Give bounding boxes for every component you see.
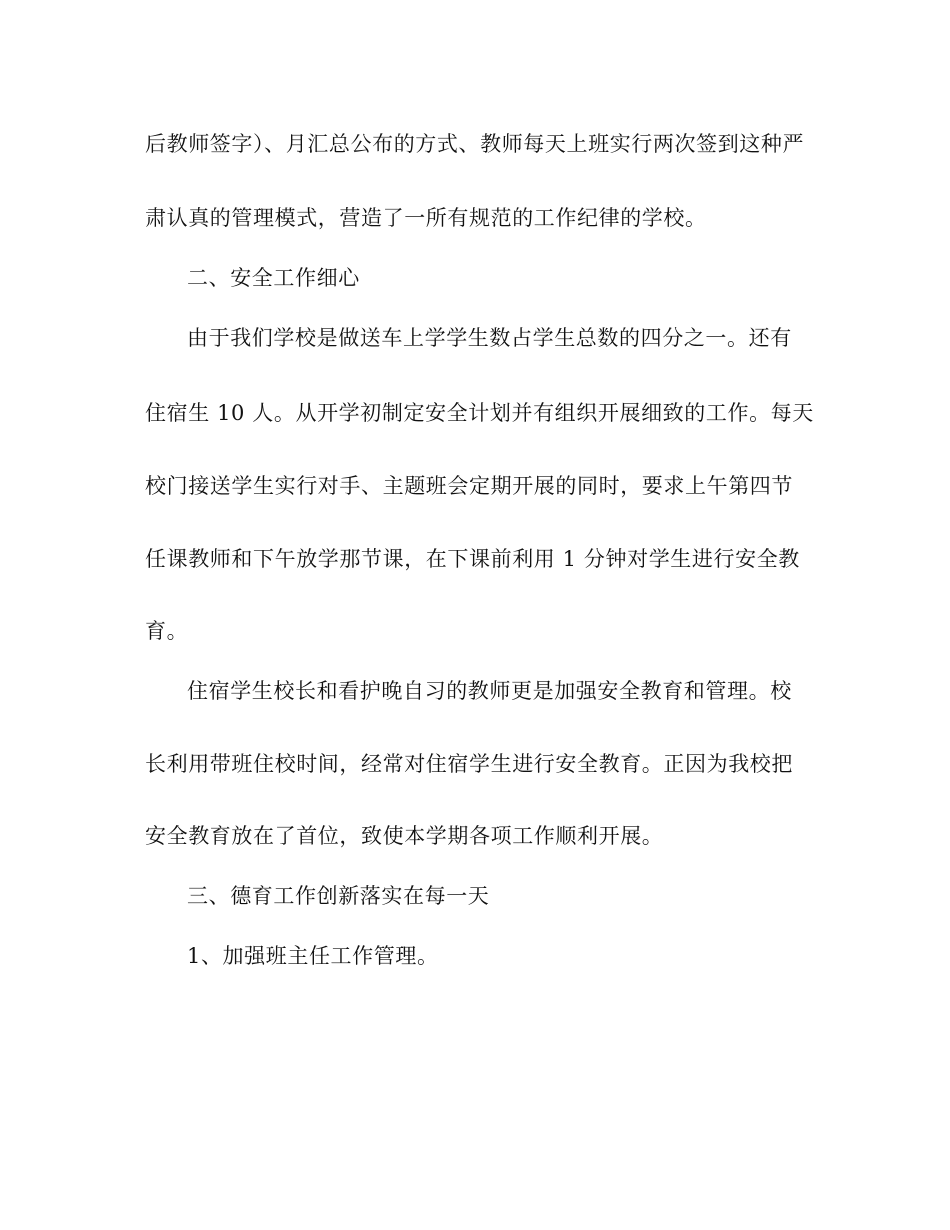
list-item: 1、加强班主任工作管理。 bbox=[187, 944, 439, 968]
paragraph-line: 住宿生 10 人。从开学初制定安全计划并有组织开展细致的工作。每天 bbox=[145, 401, 814, 425]
section-heading: 二、安全工作细心 bbox=[187, 266, 360, 290]
section-heading: 三、德育工作创新落实在每一天 bbox=[187, 884, 490, 908]
paragraph-line: 肃认真的管理模式，营造了一所有规范的工作纪律的学校。 bbox=[145, 206, 707, 230]
paragraph-line: 育。 bbox=[145, 619, 189, 643]
paragraph-line: 安全教育放在了首位，致使本学期各项工作顺利开展。 bbox=[145, 824, 664, 848]
paragraph-line: 后教师签字）、月汇总公布的方式、教师每天上班实行两次签到这种严 bbox=[145, 132, 805, 156]
paragraph-line: 校门接送学生实行对手、主题班会定期开展的同时，要求上午第四节 bbox=[145, 474, 793, 498]
paragraph-line: 长利用带班住校时间，经常对住宿学生进行安全教育。正因为我校把 bbox=[145, 752, 793, 776]
paragraph-line: 由于我们学校是做送车上学学生数占学生总数的四分之一。还有 bbox=[187, 326, 792, 350]
paragraph-line: 住宿学生校长和看护晚自习的教师更是加强安全教育和管理。校 bbox=[187, 679, 792, 703]
paragraph-line: 任课教师和下午放学那节课，在下课前利用 1 分钟对学生进行安全教 bbox=[145, 547, 800, 571]
